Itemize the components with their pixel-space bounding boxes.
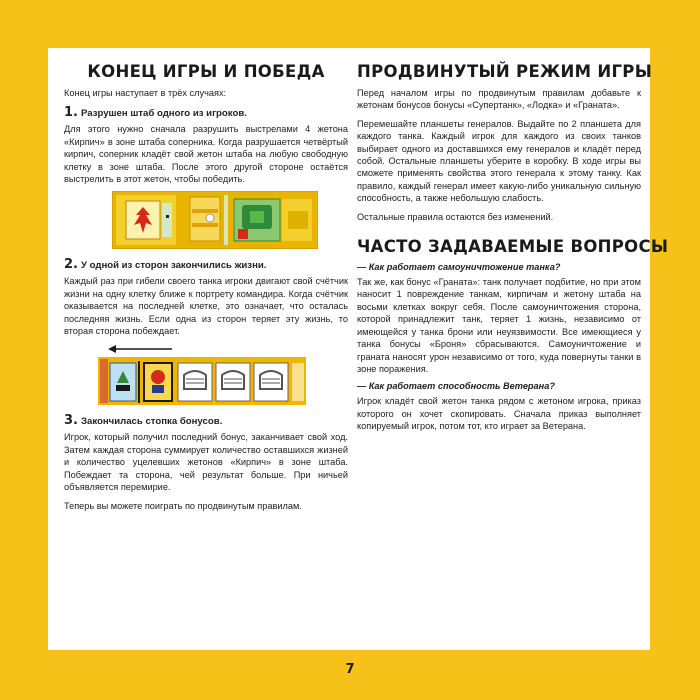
section-title-game-end: КОНЕЦ ИГРЫ И ПОБЕДА bbox=[87, 62, 325, 81]
lives-track-image bbox=[98, 343, 306, 405]
brick-tile bbox=[190, 197, 220, 241]
condition-3-text: Игрок, который получил последний бонус, заканчивает свой ход. Затем каждая сторона суммирует количество оставшихся жизней и количество уцелевших жетонов «Кирпич» в зоне штаба. Побеждает та сторона, чей результат больше. При ничьей объявляется перемирие. bbox=[64, 432, 348, 493]
condition-2-heading bbox=[64, 257, 348, 272]
lives-track-illustration bbox=[98, 343, 306, 405]
outro-text: Теперь вы можете поиграть по продвинутым правилам. bbox=[64, 500, 302, 511]
faq-answer-1: Так же, как бонус «Граната»: танк получает подбитие, но при этом наносит 1 повреждение танкам, кирпичам и жетону штаба на восьми клетках вокруг себя. После самоуничтожения сторона, которой принадлежит танк, теряет 1 жизнь, независимо от имеющейся у танка брони или неуязвимости. Все имеющиеся у танка бонусы «Броня» сбрасываются. Самоуничтожение и граната наносят урон независимо от того, куда повернуты танки в зоне поражения. bbox=[357, 277, 641, 374]
section-title-faq: ЧАСТО ЗАДАВАЕМЫЕ ВОПРОСЫ bbox=[357, 237, 669, 257]
advanced-paragraph-2: Перемешайте планшеты генералов. Выдайте по 2 планшета для каждого танка. Каждый игрок для каждого из своих танков выбирает одного из доставшихся ему генералов и кладёт перед собой. Остальные планшеты уберите в коробку. В ходе игры вы сможете применять свойства этого генерала к этому танку. Как правило, каждый генерал имеет какую-либо уникальную сильную способность, а также небольшую слабость. bbox=[357, 118, 641, 204]
condition-2-title: У одной из сторон закончились жизни. bbox=[80, 260, 267, 272]
intro-text: Конец игры наступает в трёх случаях: bbox=[64, 88, 227, 98]
faq-question-2: — Как работает способность Ветерана? bbox=[357, 381, 555, 392]
faq-answer-2: Игрок кладёт свой жетон танка рядом с жетоном игрока, приказ которого он хочет скопировать. Сначала приказ выполняет копируемый игрок, потом тот, кто играет за Ветерана. bbox=[357, 396, 641, 432]
advanced-paragraph-1: Перед началом игры по продвинутым правилам добавьте к жетонам бонусов бонусы «Супертанк», «Лодка» и «Граната». bbox=[357, 88, 641, 111]
condition-1-text: Для этого нужно сначала разрушить выстрелами 4 жетона «Кирпич» в зоне штаба соперника. Когда разрушается четвёртый кирпич, соперник кладёт свой жетон штаба на любую свободную клетку в зоне штаба. После этого другой стороне остаётся выстрелить в этот жетон, чтобы победить. bbox=[64, 124, 348, 185]
faq-question-1: — Как работает самоуничтожение танка? bbox=[357, 262, 561, 273]
condition-2-number: 2. bbox=[64, 257, 78, 273]
bullet-icon bbox=[206, 214, 214, 222]
condition-1-heading bbox=[64, 105, 348, 120]
condition-2-text: Каждый раз при гибели своего танка игроки двигают свой счётчик жизни на одну клетку ближе к портрету командира. Когда счётчик оказывается на последней клетке, это означает, что осталась последняя жизнь. Если одна из сторон теряет эту жизнь, то вторая сторона побеждает. bbox=[64, 276, 348, 337]
condition-3-heading bbox=[64, 413, 348, 428]
document-page bbox=[48, 48, 669, 650]
page-number: 7 bbox=[345, 662, 355, 677]
hq-board-image bbox=[112, 191, 318, 249]
advanced-paragraph-3: Остальные правила остаются без изменений. bbox=[357, 211, 554, 222]
hq-illustration bbox=[112, 191, 318, 249]
arrow-left-icon bbox=[108, 345, 116, 353]
condition-1-title: Разрушен штаб одного из игроков. bbox=[80, 108, 247, 120]
right-column bbox=[357, 62, 669, 439]
condition-3-number: 3. bbox=[64, 413, 78, 429]
life-cell-1 bbox=[178, 363, 212, 401]
condition-3-title: Закончилась стопка бонусов. bbox=[80, 416, 223, 428]
left-column bbox=[64, 62, 348, 518]
tank-marker-icon bbox=[238, 229, 248, 239]
life-cell-3 bbox=[254, 363, 288, 401]
life-cell-2 bbox=[216, 363, 250, 401]
counter-face-icon bbox=[151, 370, 165, 384]
condition-1-number: 1. bbox=[64, 105, 78, 121]
section-title-advanced-mode: ПРОДВИНУТЫЙ РЕЖИМ ИГРЫ bbox=[357, 62, 653, 81]
grass-strip bbox=[162, 203, 172, 237]
